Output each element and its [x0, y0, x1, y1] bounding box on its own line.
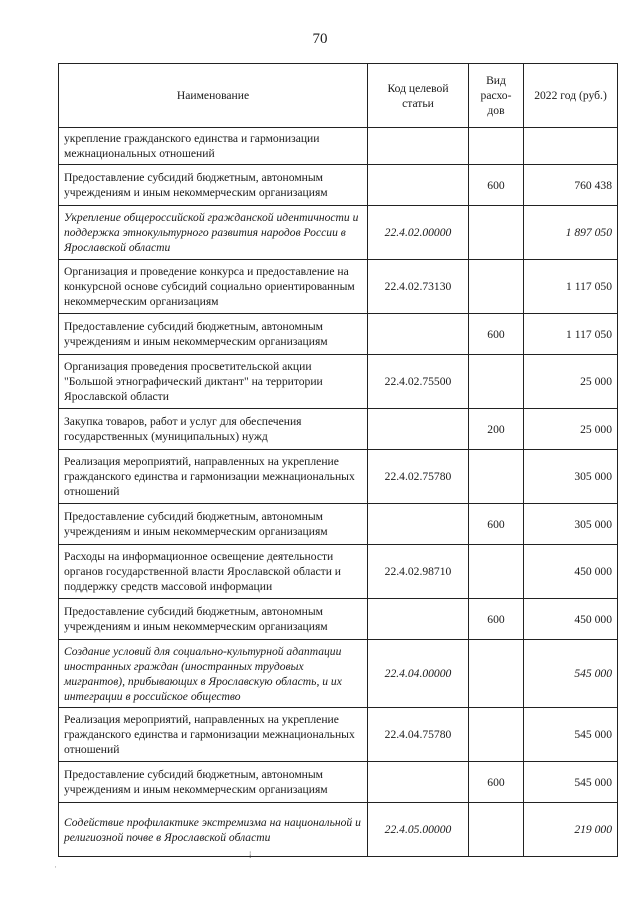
- table-row: [59, 599, 618, 640]
- cell-name: Закупка товаров, работ и услуг для обеспечения государственных (муниципальных) нужд: [59, 409, 368, 450]
- table-row: [59, 803, 618, 857]
- cell-sum: 1 897 050: [524, 206, 618, 260]
- cell-name: Предоставление субсидий бюджетным, автономным учреждениям и иным некоммерческим организациям: [59, 165, 368, 206]
- page-number: 70: [312, 31, 328, 47]
- cell-sum: 25 000: [524, 355, 618, 409]
- cell-name: Предоставление субсидий бюджетным, автономным учреждениям и иным некоммерческим организациям: [59, 599, 368, 640]
- cell-kind: [469, 260, 524, 314]
- cell-code: 22.4.02.73130: [368, 260, 469, 314]
- cell-name: Организация и проведение конкурса и предоставление на конкурсной основе субсидий социально ориентированным некоммерческим организациям: [59, 260, 368, 314]
- cell-code: [368, 165, 469, 206]
- cell-code: [368, 409, 469, 450]
- cell-sum: 1 117 050: [524, 314, 618, 355]
- cell-code: 22.4.04.00000: [368, 640, 469, 708]
- cell-code: 22.4.05.00000: [368, 803, 469, 857]
- table-row: [59, 762, 618, 803]
- table-row: [59, 708, 618, 762]
- cell-sum: 545 000: [524, 762, 618, 803]
- header-kind: Вид расхо-дов: [469, 64, 524, 128]
- table-row: [59, 355, 618, 409]
- cell-sum: 450 000: [524, 545, 618, 599]
- cell-name: Укрепление общероссийской гражданской идентичности и поддержка этнокультурного развития народов России в Ярославской области: [59, 206, 368, 260]
- cell-sum: 545 000: [524, 640, 618, 708]
- cell-code: 22.4.04.75780: [368, 708, 469, 762]
- cell-code: [368, 762, 469, 803]
- cell-sum: 545 000: [524, 708, 618, 762]
- cell-name: Предоставление субсидий бюджетным, автономным учреждениям и иным некоммерческим организациям: [59, 762, 368, 803]
- cell-name: Реализация мероприятий, направленных на укрепление гражданского единства и гармонизации межнациональных отношений: [59, 450, 368, 504]
- cell-kind: [469, 708, 524, 762]
- table-row: [59, 206, 618, 260]
- cell-kind: [469, 450, 524, 504]
- table-row: [59, 640, 618, 708]
- table-row: [59, 504, 618, 545]
- cell-kind: [469, 206, 524, 260]
- table-header-row: [59, 64, 618, 128]
- table-row: [59, 450, 618, 504]
- table-row: [59, 165, 618, 206]
- table-row: [59, 128, 618, 165]
- scan-artifact-mark: ⁞: [249, 850, 252, 860]
- header-code: Код целевой статьи: [368, 64, 469, 128]
- cell-kind: 600: [469, 165, 524, 206]
- table-body: [59, 128, 618, 857]
- cell-kind: 200: [469, 409, 524, 450]
- cell-kind: [469, 803, 524, 857]
- cell-name: Расходы на информационное освещение деятельности органов государственной власти Ярославской области и поддержку средств массовой информации: [59, 545, 368, 599]
- table-row: [59, 314, 618, 355]
- cell-code: 22.4.02.75500: [368, 355, 469, 409]
- cell-name: Реализация мероприятий, направленных на укрепление гражданского единства и гармонизации межнациональных отношений: [59, 708, 368, 762]
- table-row: [59, 409, 618, 450]
- cell-name: Содействие профилактике экстремизма на национальной и религиозной почве в Ярославской области: [59, 803, 368, 857]
- cell-kind: [469, 128, 524, 165]
- cell-sum: 305 000: [524, 450, 618, 504]
- header-sum: 2022 год (руб.): [524, 64, 618, 128]
- scan-artifact-dot: ·: [54, 862, 57, 872]
- cell-sum: 25 000: [524, 409, 618, 450]
- cell-name: Предоставление субсидий бюджетным, автономным учреждениям и иным некоммерческим организациям: [59, 504, 368, 545]
- cell-code: 22.4.02.00000: [368, 206, 469, 260]
- cell-sum: 305 000: [524, 504, 618, 545]
- table-row: [59, 260, 618, 314]
- cell-code: [368, 599, 469, 640]
- cell-sum: 450 000: [524, 599, 618, 640]
- budget-table: [58, 63, 618, 857]
- cell-kind: 600: [469, 599, 524, 640]
- cell-sum: 760 438: [524, 165, 618, 206]
- cell-sum: 219 000: [524, 803, 618, 857]
- cell-kind: [469, 545, 524, 599]
- cell-sum: 1 117 050: [524, 260, 618, 314]
- cell-name: укрепление гражданского единства и гармонизации межнациональных отношений: [59, 128, 368, 165]
- cell-code: [368, 314, 469, 355]
- cell-name: Предоставление субсидий бюджетным, автономным учреждениям и иным некоммерческим организациям: [59, 314, 368, 355]
- cell-kind: 600: [469, 504, 524, 545]
- table-row: [59, 545, 618, 599]
- cell-code: 22.4.02.75780: [368, 450, 469, 504]
- cell-name: Создание условий для социально-культурной адаптации иностранных граждан (иностранных трудовых мигрантов), прибывающих в Ярославскую область, и их интеграции в российское общество: [59, 640, 368, 708]
- cell-kind: [469, 355, 524, 409]
- cell-code: [368, 504, 469, 545]
- cell-kind: 600: [469, 762, 524, 803]
- cell-kind: [469, 640, 524, 708]
- cell-name: Организация проведения просветительской акции "Большой этнографический диктант" на территории Ярославской области: [59, 355, 368, 409]
- cell-sum: [524, 128, 618, 165]
- header-name: Наименование: [59, 64, 368, 128]
- cell-code: [368, 128, 469, 165]
- cell-kind: 600: [469, 314, 524, 355]
- cell-code: 22.4.02.98710: [368, 545, 469, 599]
